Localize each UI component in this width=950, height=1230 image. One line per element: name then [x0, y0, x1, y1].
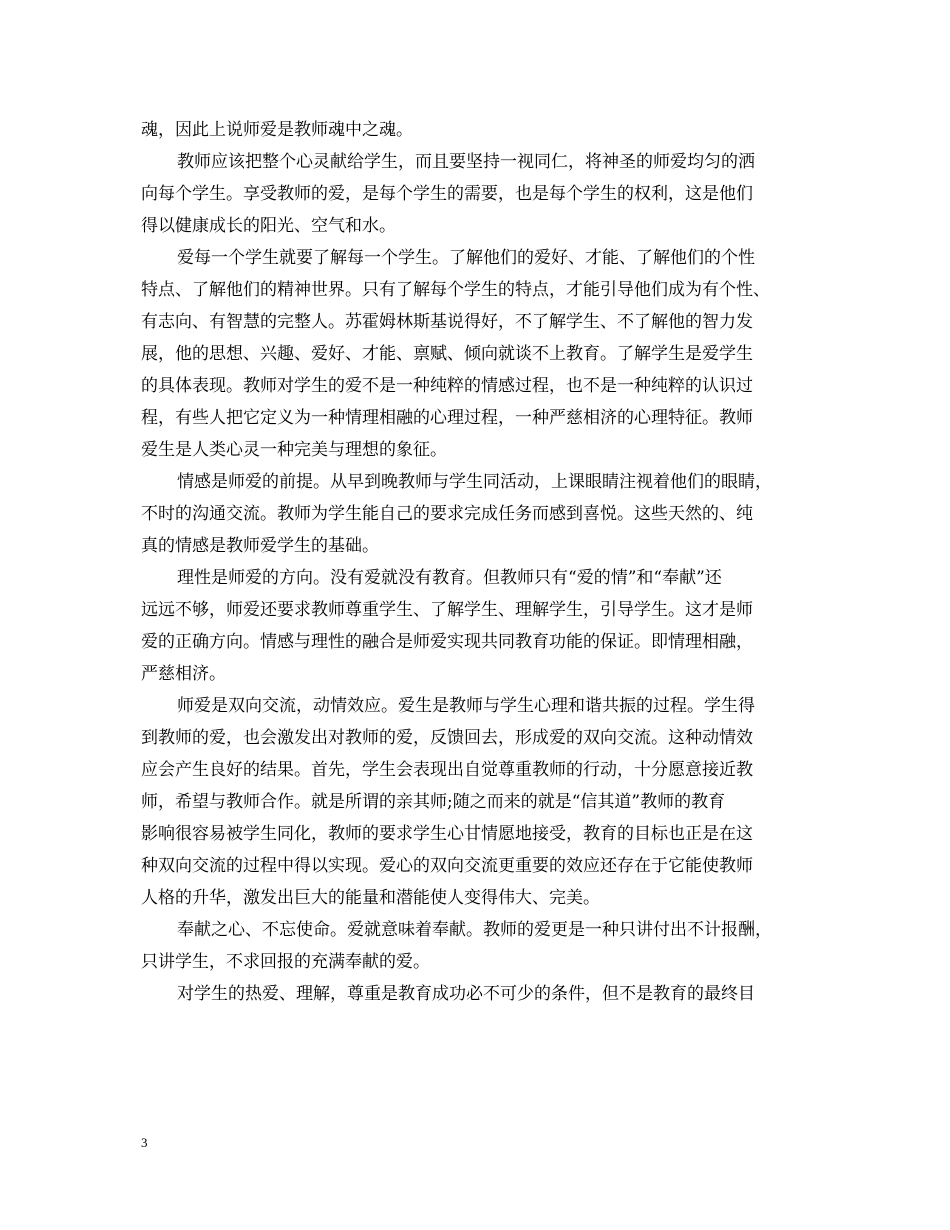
text-line: 有志向、有智慧的完整人。苏霍姆林斯基说得好，不了解学生、不了解他的智力发	[141, 312, 753, 332]
document-body	[141, 114, 817, 1010]
text-line: 严慈相济。	[141, 664, 226, 684]
text-line: 真的情感是教师爱学生的基础。	[141, 536, 379, 556]
paragraph-start-line: 爱每一个学生就要了解每一个学生。了解他们的爱好、才能、了解他们的个性	[177, 248, 755, 268]
text-line: 影响很容易被学生同化，教师的要求学生心甘情愿地接受，教育的目标也正是在这	[141, 824, 753, 844]
text-line: 不时的沟通交流。教师为学生能自己的要求完成任务而感到喜悦。这些天然的、纯	[141, 504, 753, 524]
text-line: 师，希望与教师合作。就是所谓的亲其师;随之而来的就是“信其道”教师的教育	[141, 792, 726, 812]
text-line: 只讲学生，不求回报的充满奉献的爱。	[141, 952, 430, 972]
text-line: 远远不够，师爱还要求教师尊重学生、了解学生、理解学生，引导学生。这才是师	[141, 600, 753, 620]
text-line: 的具体表现。教师对学生的爱不是一种纯粹的情感过程，也不是一种纯粹的认识过	[141, 376, 753, 396]
page-number: 3	[141, 1135, 148, 1150]
text-line: 特点、了解他们的精神世界。只有了解每个学生的特点，才能引导他们成为有个性、	[141, 280, 770, 300]
text-line: 程，有些人把它定义为一种情理相融的心理过程，一种严慈相济的心理特征。教师	[141, 408, 753, 428]
text-line: 种双向交流的过程中得以实现。爱心的双向交流更重要的效应还存在于它能使教师	[141, 856, 753, 876]
paragraph-start-line: 奉献之心、不忘使命。爱就意味着奉献。教师的爱更是一种只讲付出不计报酬，	[177, 920, 772, 940]
paragraph-start-line: 情感是师爱的前提。从早到晚教师与学生同活动，上课眼睛注视着他们的眼睛，	[177, 472, 772, 492]
paragraph-start-line: 师爱是双向交流，动情效应。爱生是教师与学生心理和谐共振的过程。学生得	[177, 696, 755, 716]
text-line: 爱生是人类心灵一种完美与理想的象征。	[141, 440, 447, 460]
text-line: 到教师的爱，也会激发出对教师的爱，反馈回去，形成爱的双向交流。这种动情效	[141, 728, 753, 748]
text-line: 得以健康成长的阳光、空气和水。	[141, 216, 396, 236]
paragraph-start-line: 理性是师爱的方向。没有爱就没有教育。但教师只有“爱的情”和“奉献”还	[177, 568, 722, 588]
text-line: 展，他的思想、兴趣、爱好、才能、禀赋、倾向就谈不上教育。了解学生是爱学生	[141, 344, 753, 364]
paragraph-start-line: 教师应该把整个心灵献给学生，而且要坚持一视同仁，将神圣的师爱均匀的洒	[177, 152, 755, 172]
text-line: 向每个学生。享受教师的爱，是每个学生的需要，也是每个学生的权利，这是他们	[141, 184, 753, 204]
text-line: 爱的正确方向。情感与理性的融合是师爱实现共同教育功能的保证。即情理相融，	[141, 632, 753, 652]
text-line: 魂，因此上说师爱是教师魂中之魂。	[141, 120, 413, 140]
paragraph-start-line: 对学生的热爱、理解，尊重是教育成功必不可少的条件，但不是教育的最终目	[177, 984, 755, 1004]
text-line: 应会产生良好的结果。首先，学生会表现出自觉尊重教师的行动，十分愿意接近教	[141, 760, 753, 780]
text-line: 人格的升华，激发出巨大的能量和潜能使人变得伟大、完美。	[141, 888, 600, 908]
